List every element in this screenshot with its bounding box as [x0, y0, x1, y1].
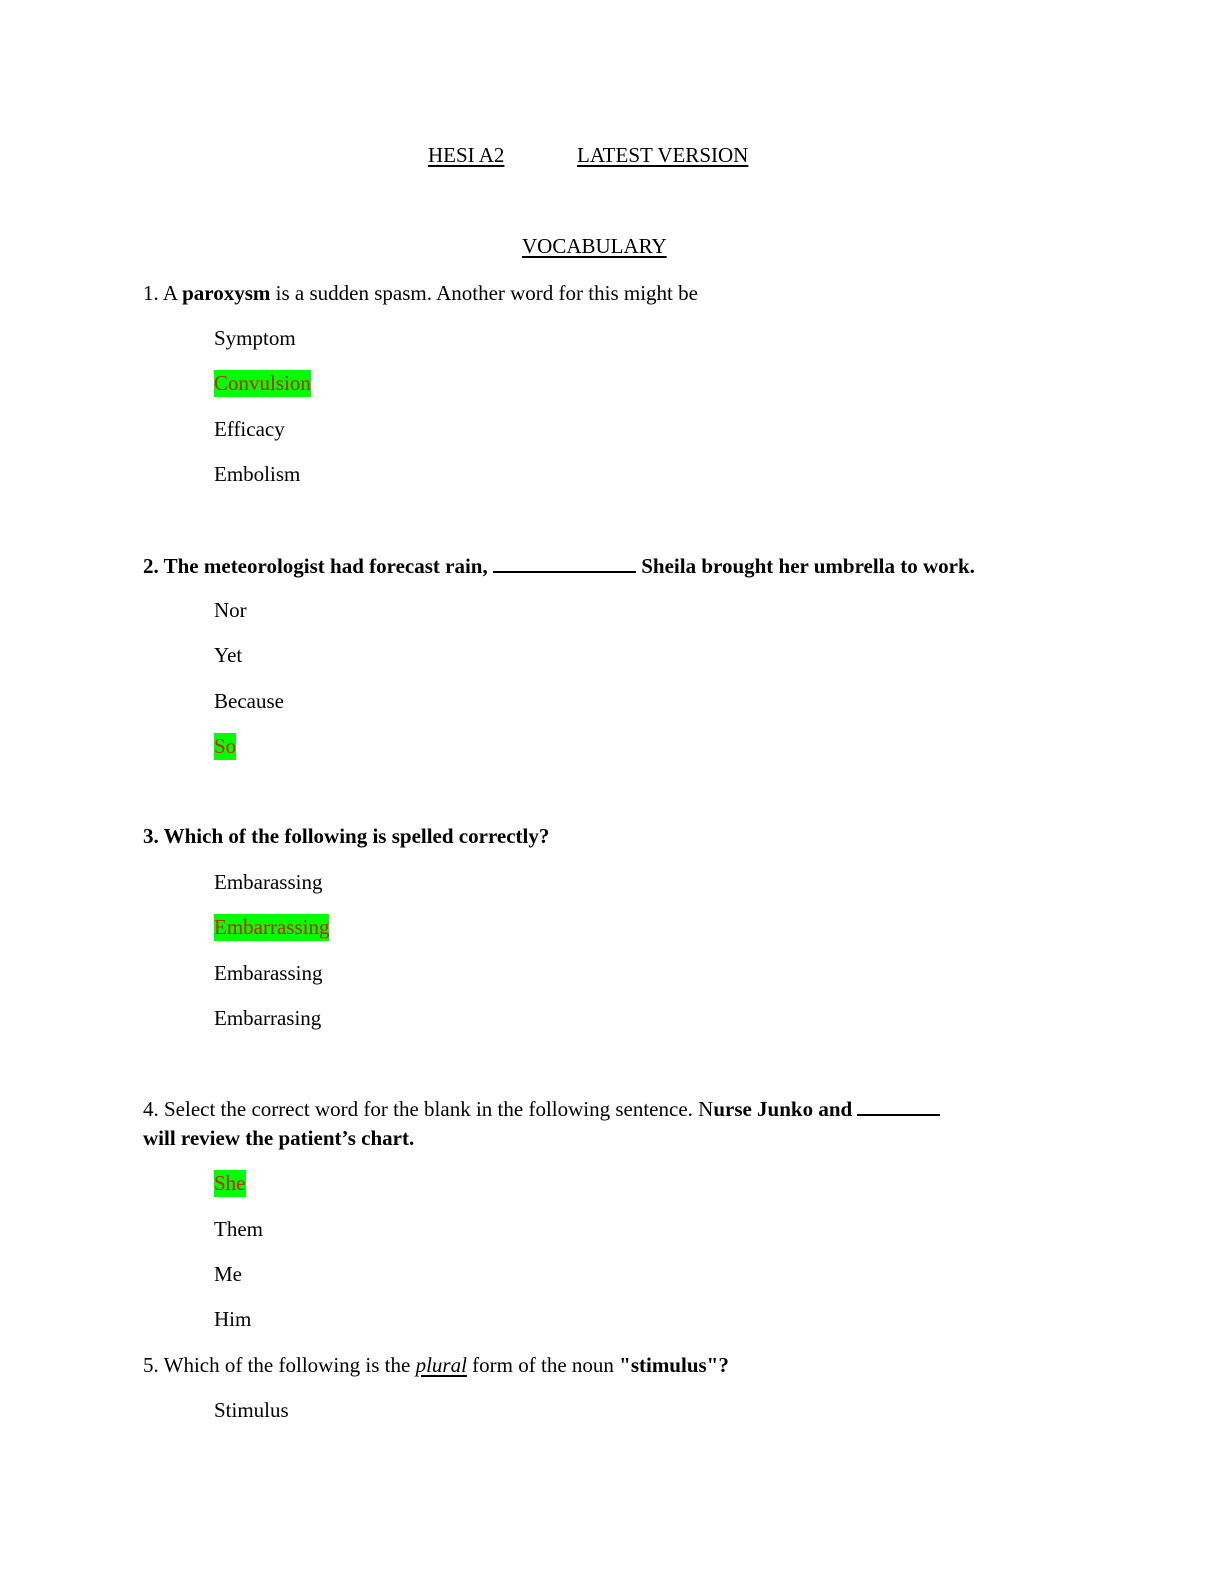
question-1-keyword: paroxysm — [182, 281, 271, 305]
q3-option-b-correct[interactable] — [214, 917, 329, 938]
question-2-prefix: 2. The meteorologist had forecast rain, — [143, 554, 493, 578]
question-4-line-2: will review the patient’s chart. — [143, 1126, 415, 1150]
q1-option-b-correct[interactable] — [214, 373, 311, 394]
question-4 — [143, 1098, 940, 1120]
question-1 — [143, 283, 698, 304]
answer-blank — [857, 1098, 940, 1116]
q1-option-c[interactable]: Efficacy — [214, 417, 285, 441]
question-4-bold: urse Junko and — [713, 1097, 858, 1121]
q2-option-a[interactable]: Nor — [214, 598, 247, 622]
q4-option-b[interactable]: Them — [214, 1217, 263, 1241]
q4-option-d[interactable]: Him — [214, 1307, 252, 1331]
document-title-left: HESI A2 — [428, 143, 505, 167]
q5-option-a[interactable]: Stimulus — [214, 1398, 289, 1422]
correct-answer-highlight: Embarrassing — [214, 915, 330, 939]
q3-option-c[interactable]: Embarassing — [214, 961, 323, 985]
question-1-suffix: is a sudden spasm. Another word for this might be — [270, 281, 698, 305]
question-2-suffix: Sheila brought her umbrella to work. — [635, 554, 975, 578]
q2-option-b[interactable]: Yet — [214, 643, 243, 667]
answer-blank — [493, 555, 636, 573]
correct-answer-highlight: So — [214, 734, 237, 758]
q4-option-a-correct[interactable] — [214, 1173, 246, 1194]
question-4-prefix: 4. Select the correct word for the blank in the following sentence. N — [143, 1097, 714, 1121]
correct-answer-highlight: She — [214, 1171, 246, 1195]
question-5-keyword: "stimulus"? — [619, 1353, 729, 1377]
section-heading: VOCABULARY — [522, 234, 667, 258]
q2-option-d-correct[interactable] — [214, 736, 236, 757]
q1-option-d[interactable]: Embolism — [214, 462, 301, 486]
correct-answer-highlight: Convulsion — [214, 371, 311, 395]
question-1-prefix: 1. A — [143, 281, 183, 305]
question-5-middle: form of the noun — [466, 1353, 620, 1377]
question-5-emphasis: plural — [415, 1353, 467, 1377]
q3-option-a[interactable]: Embarassing — [214, 870, 323, 894]
q3-option-d[interactable]: Embarrasing — [214, 1006, 322, 1030]
q2-option-c[interactable]: Because — [214, 689, 284, 713]
q1-option-a[interactable]: Symptom — [214, 326, 296, 350]
question-5 — [143, 1355, 729, 1376]
question-2 — [143, 555, 975, 577]
document-title-right: LATEST VERSION — [577, 143, 749, 167]
question-5-prefix: 5. Which of the following is the — [143, 1353, 416, 1377]
q4-option-c[interactable]: Me — [214, 1262, 242, 1286]
question-3: 3. Which of the following is spelled correctly? — [143, 824, 550, 848]
